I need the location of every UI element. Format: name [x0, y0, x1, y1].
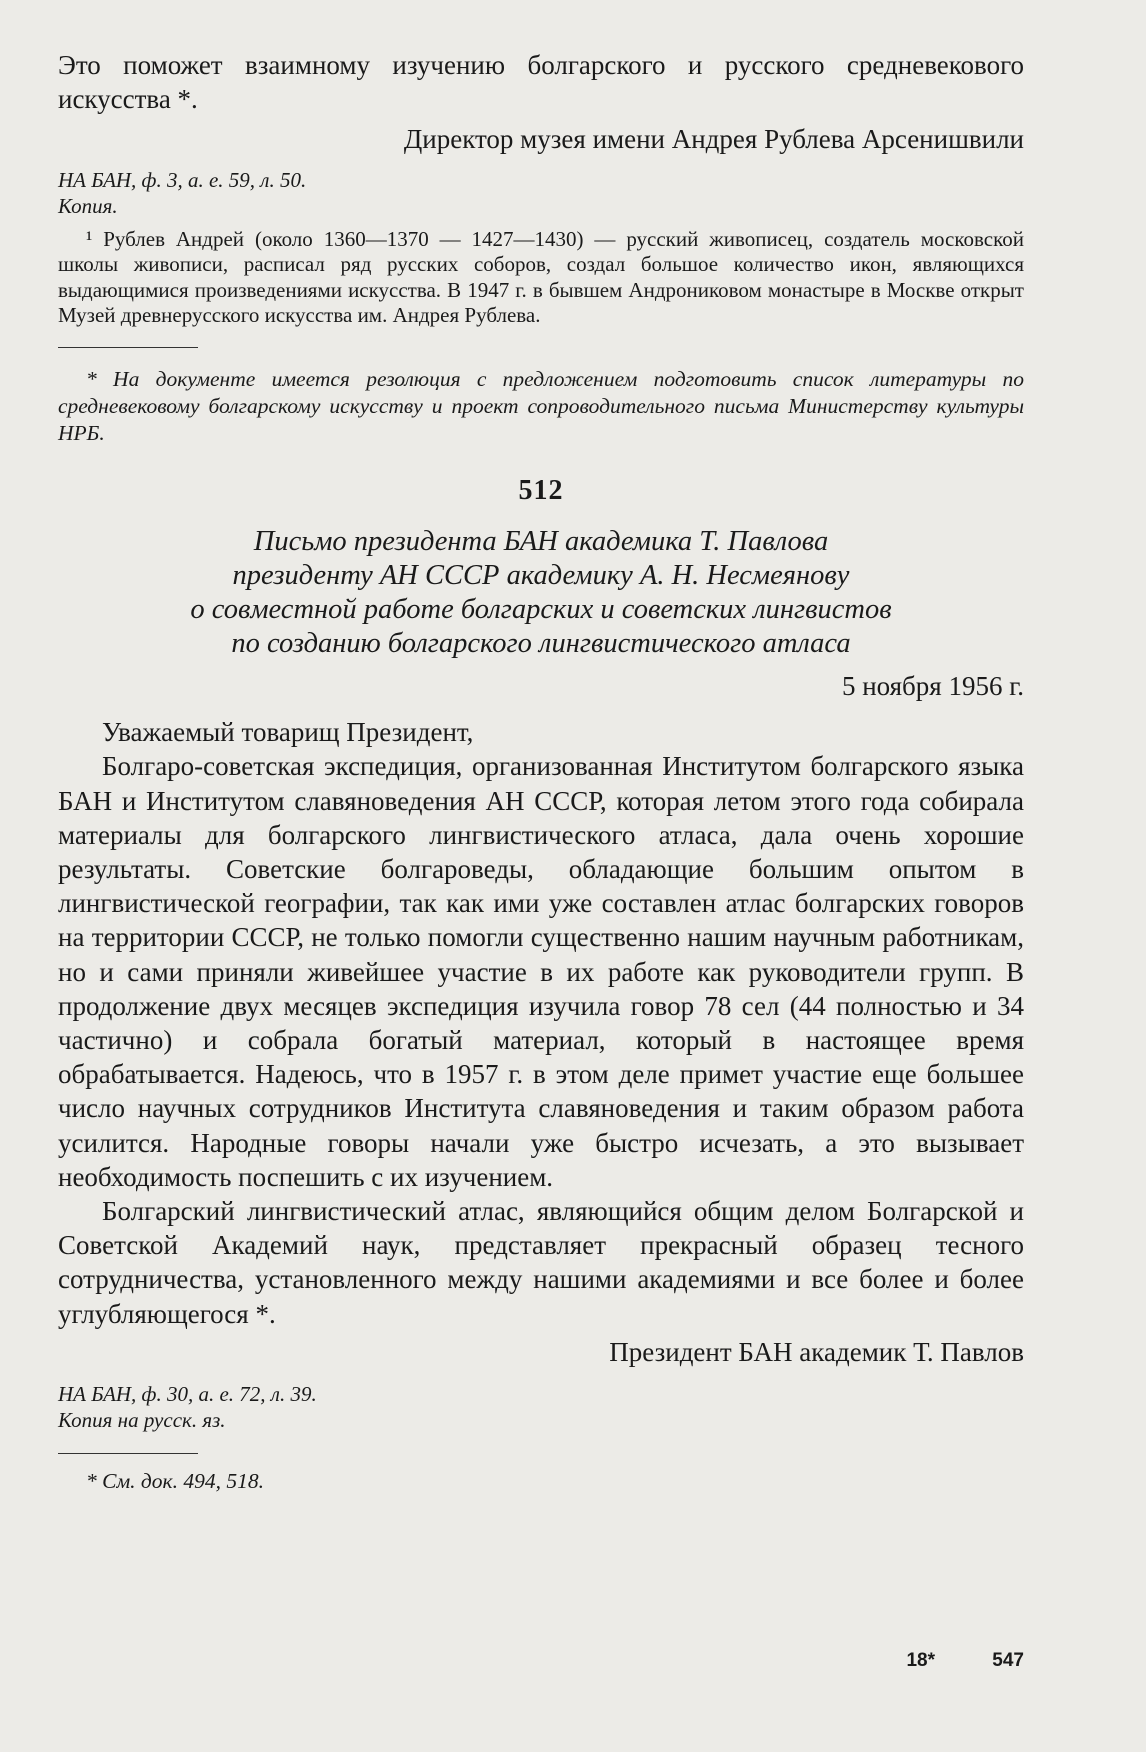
title-line: по созданию болгарского лингвистического атласа: [231, 627, 851, 659]
copy-label: Копия.: [58, 193, 118, 218]
cross-reference-note: * См. док. 494, 518.: [86, 1469, 264, 1494]
president-signature: Президент БАН академик Т. Павлов: [609, 1336, 1024, 1367]
footnote-divider: [58, 347, 198, 348]
signature-mark: 18*: [906, 1650, 936, 1671]
footnote-rublev: ¹ Рублев Андрей (около 1360—1370 — 1427—1430) — русский живописец, создатель московской школы живописи, расписал ряд русских соборов, создал большое количество икон, являющихся выдающимися произведениями искусства. В 1947 г. в бывшем Андрониковом монастыре в Москве открыт Музей древнерусского искусства им. Андрея Рублева.: [58, 226, 1024, 328]
museum-director-signature: Директор музея имени Андрея Рублева Арсенишвили: [403, 124, 1024, 155]
footnote-divider: [58, 1453, 198, 1454]
page-content: [58, 48, 1024, 1495]
title-line: президенту АН СССР академику А. Н. Несмеянову: [232, 559, 850, 591]
page-footer: [906, 1650, 1024, 1672]
letter-paragraph: Болгаро-советская экспедиция, организованная Институтом болгарского языка БАН и Институтом славяноведения АН СССР, которая летом этого года собирала материалы для болгарского лингвистического атласа, дала очень хорошие результаты. Советские болгароведы, обладающие большим опытом в лингвистической географии, так как ими уже составлен атлас болгарских говоров на территории СССР, не только помогли существенно нашим научным работникам, но и сами приняли живейшее участие в их работе как руководители групп. В продолжение двух месяцев экспедиция изучила говор 78 сел (44 полностью и 34 частично) и собрала богатый материал, который в настоящее время обрабатывается. Надеюсь, что в 1957 г. в этом деле примет участие еще большее число научных сотрудников Института славяноведения и таким образом работа усилится. Народные говоры начали уже быстро исчезать, а это вызывает необходимость поспешить с их изучением.: [58, 751, 1024, 1192]
resolution-note: * На документе имеется резолюция с предложением подготовить список литературы по средневековому болгарскому искусству и проект сопроводительного письма Министерству культуры НРБ.: [58, 366, 1024, 445]
letter-paragraph: Болгарский лингвистический атлас, являющийся общим делом Болгарской и Советской Академий наук, представляет прекрасный образец тесного сотрудничества, установленного между нашими академиями и все более и более углубляющегося *.: [58, 1196, 1024, 1329]
document-title: [58, 525, 1024, 661]
continued-paragraph: Это поможет взаимному изучению болгарского и русского средневекового искусства *.: [58, 50, 1024, 115]
document-number: 512: [518, 474, 564, 506]
page-number: 547: [992, 1650, 1024, 1671]
archive-reference: НА БАН, ф. 30, а. е. 72, л. 39.: [58, 1382, 317, 1407]
letter-date: 5 ноября 1956 г.: [841, 670, 1024, 701]
archive-reference: НА БАН, ф. 3, а. е. 59, л. 50.: [58, 167, 307, 192]
title-line: Письмо президента БАН академика Т. Павлова: [253, 525, 829, 557]
salutation: Уважаемый товарищ Президент,: [102, 717, 474, 748]
title-line: о совместной работе болгарских и советских лингвистов: [190, 593, 892, 625]
copy-label: Копия на русск. яз.: [58, 1408, 226, 1433]
